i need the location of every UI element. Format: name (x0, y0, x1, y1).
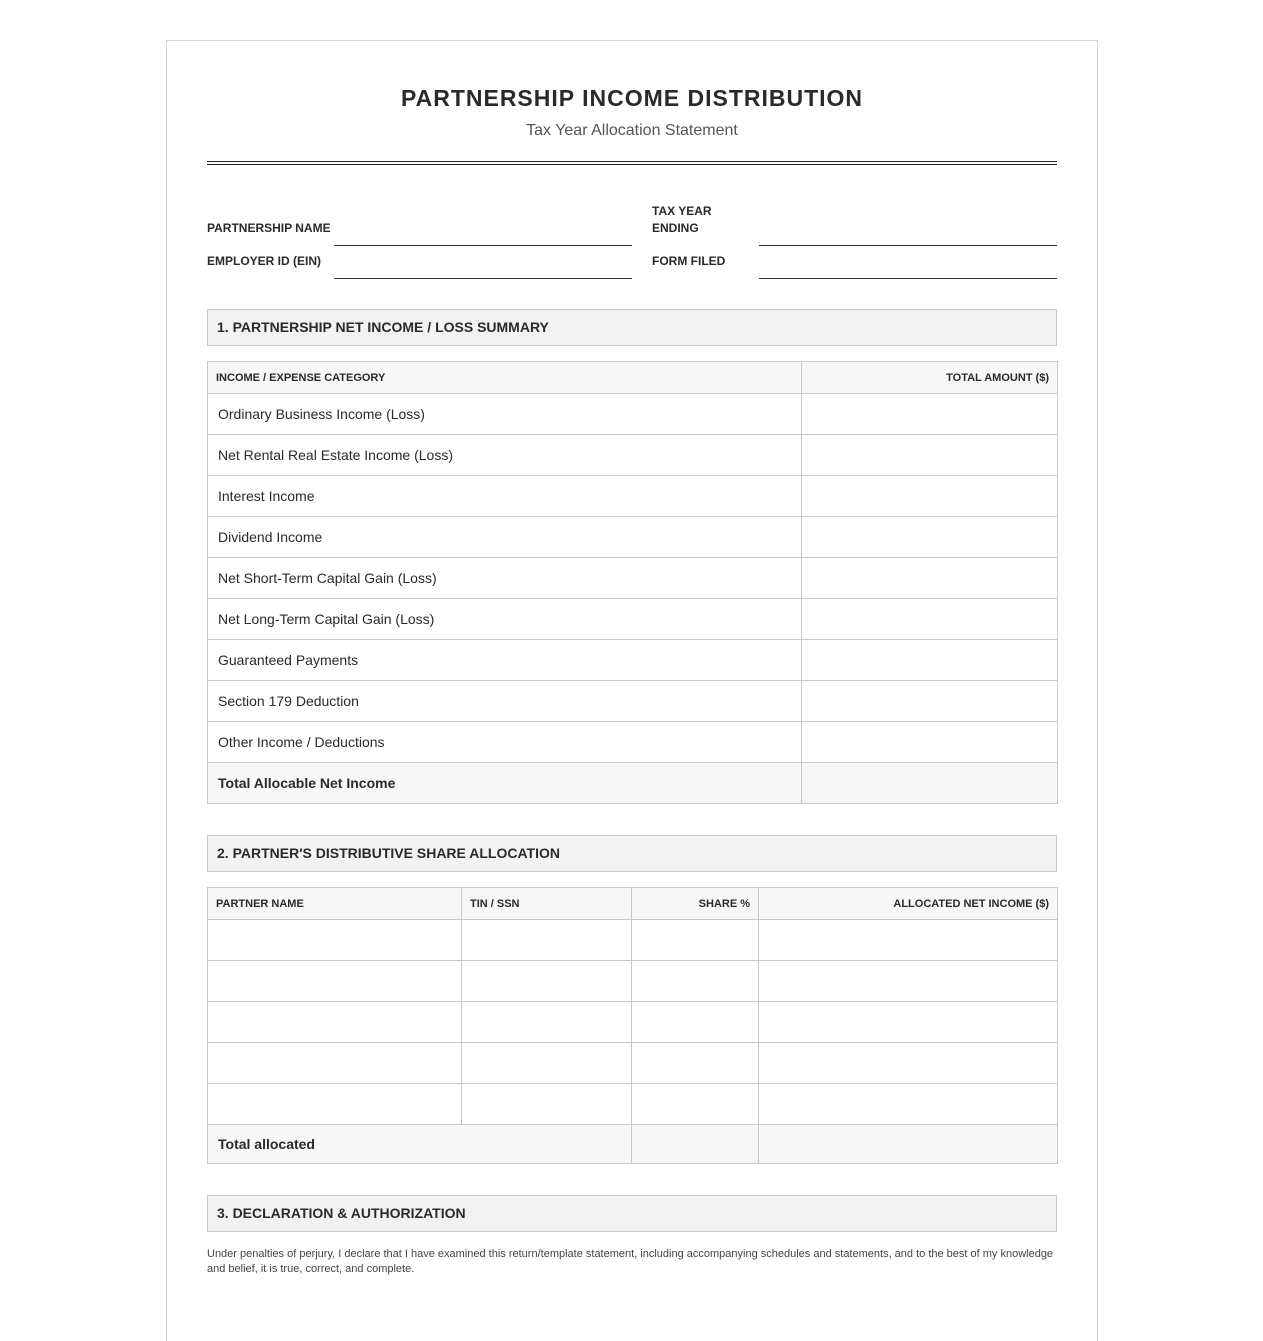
col-header-amount: TOTAL AMOUNT ($) (802, 362, 1058, 394)
tin-cell[interactable] (462, 920, 632, 961)
total-amount-cell[interactable] (802, 763, 1058, 804)
share-cell[interactable] (632, 1002, 759, 1043)
row-label: Other Income / Deductions (208, 722, 802, 763)
amount-cell[interactable] (802, 394, 1058, 435)
allocated-cell[interactable] (759, 1002, 1058, 1043)
page-subtitle: Tax Year Allocation Statement (526, 122, 738, 139)
page-title: PARTNERSHIP INCOME DISTRIBUTION (400, 85, 864, 111)
col-header-category: INCOME / EXPENSE CATEGORY (208, 362, 802, 394)
table-header-row (208, 362, 1058, 394)
income-summary-table (207, 361, 1058, 804)
section2-heading (207, 835, 1057, 872)
total-row (208, 1125, 1058, 1164)
total-row (208, 763, 1058, 804)
table-header-row (208, 888, 1058, 920)
tax-year-ending-label-line2: ENDING (652, 221, 699, 235)
table-row (208, 920, 1058, 961)
allocated-cell[interactable] (759, 1084, 1058, 1125)
row-label: Interest Income (208, 476, 802, 517)
amount-cell[interactable] (802, 476, 1058, 517)
employer-id-label: EMPLOYER ID (EIN) (207, 254, 322, 268)
form-page (166, 40, 1098, 1341)
title-divider-bottom (207, 164, 1057, 165)
col-header-share: SHARE % (632, 888, 759, 920)
form-filed-field[interactable] (759, 278, 1057, 279)
section3-heading (207, 1195, 1057, 1232)
row-label: Section 179 Deduction (208, 681, 802, 722)
amount-cell[interactable] (802, 517, 1058, 558)
amount-cell[interactable] (802, 435, 1058, 476)
table-row (208, 640, 1058, 681)
partner-name-cell[interactable] (208, 961, 462, 1002)
partner-allocation-table (207, 887, 1058, 1164)
row-label: Ordinary Business Income (Loss) (208, 394, 802, 435)
col-header-tin: TIN / SSN (462, 888, 632, 920)
section3-heading-text: 3. DECLARATION & AUTHORIZATION (217, 1205, 466, 1221)
partner-name-cell[interactable] (208, 920, 462, 961)
allocated-cell[interactable] (759, 961, 1058, 1002)
tin-cell[interactable] (462, 961, 632, 1002)
table-row (208, 435, 1058, 476)
amount-cell[interactable] (802, 599, 1058, 640)
tin-cell[interactable] (462, 1084, 632, 1125)
col-header-partner-name: PARTNER NAME (208, 888, 462, 920)
amount-cell[interactable] (802, 640, 1058, 681)
partnership-name-label: PARTNERSHIP NAME (207, 221, 331, 235)
row-label: Guaranteed Payments (208, 640, 802, 681)
declaration-text: Under penalties of perjury, I declare that I have examined this return/template statement, including accompanying schedules and statements, and to the best of my knowledge and belief, it is true, correct, and complete. (207, 1248, 1054, 1275)
section2-heading-text: 2. PARTNER'S DISTRIBUTIVE SHARE ALLOCATION (217, 845, 560, 861)
allocated-cell[interactable] (759, 1043, 1058, 1084)
allocated-cell[interactable] (759, 920, 1058, 961)
tax-year-ending-label (652, 203, 712, 237)
amount-cell[interactable] (802, 722, 1058, 763)
row-label: Net Rental Real Estate Income (Loss) (208, 435, 802, 476)
partner-name-cell[interactable] (208, 1084, 462, 1125)
total-allocated-cell[interactable] (759, 1125, 1058, 1164)
tin-cell[interactable] (462, 1002, 632, 1043)
partner-name-cell[interactable] (208, 1043, 462, 1084)
row-label: Net Short-Term Capital Gain (Loss) (208, 558, 802, 599)
share-cell[interactable] (632, 1043, 759, 1084)
form-filed-label: FORM FILED (652, 254, 726, 268)
tax-year-ending-label-line1: TAX YEAR (652, 204, 712, 218)
tax-year-ending-field[interactable] (759, 245, 1057, 246)
row-label: Dividend Income (208, 517, 802, 558)
table-row (208, 517, 1058, 558)
table-row (208, 681, 1058, 722)
table-row (208, 1043, 1058, 1084)
share-cell[interactable] (632, 961, 759, 1002)
total-share-cell[interactable] (632, 1125, 759, 1164)
title-divider-top (207, 161, 1057, 162)
table-row (208, 558, 1058, 599)
table-row (208, 599, 1058, 640)
total-label: Total Allocable Net Income (208, 763, 802, 804)
amount-cell[interactable] (802, 681, 1058, 722)
partnership-name-field[interactable] (334, 245, 632, 246)
partner-name-cell[interactable] (208, 1002, 462, 1043)
section1-heading (207, 309, 1057, 346)
col-header-allocated: ALLOCATED NET INCOME ($) (759, 888, 1058, 920)
table-row (208, 961, 1058, 1002)
tin-cell[interactable] (462, 1043, 632, 1084)
row-label: Net Long-Term Capital Gain (Loss) (208, 599, 802, 640)
total-allocated-label: Total allocated (208, 1125, 632, 1164)
table-row (208, 476, 1058, 517)
amount-cell[interactable] (802, 558, 1058, 599)
table-row (208, 722, 1058, 763)
table-row (208, 1084, 1058, 1125)
section1-heading-text: 1. PARTNERSHIP NET INCOME / LOSS SUMMARY (217, 319, 549, 335)
table-row (208, 394, 1058, 435)
table-row (208, 1002, 1058, 1043)
share-cell[interactable] (632, 1084, 759, 1125)
employer-id-field[interactable] (334, 278, 632, 279)
share-cell[interactable] (632, 920, 759, 961)
